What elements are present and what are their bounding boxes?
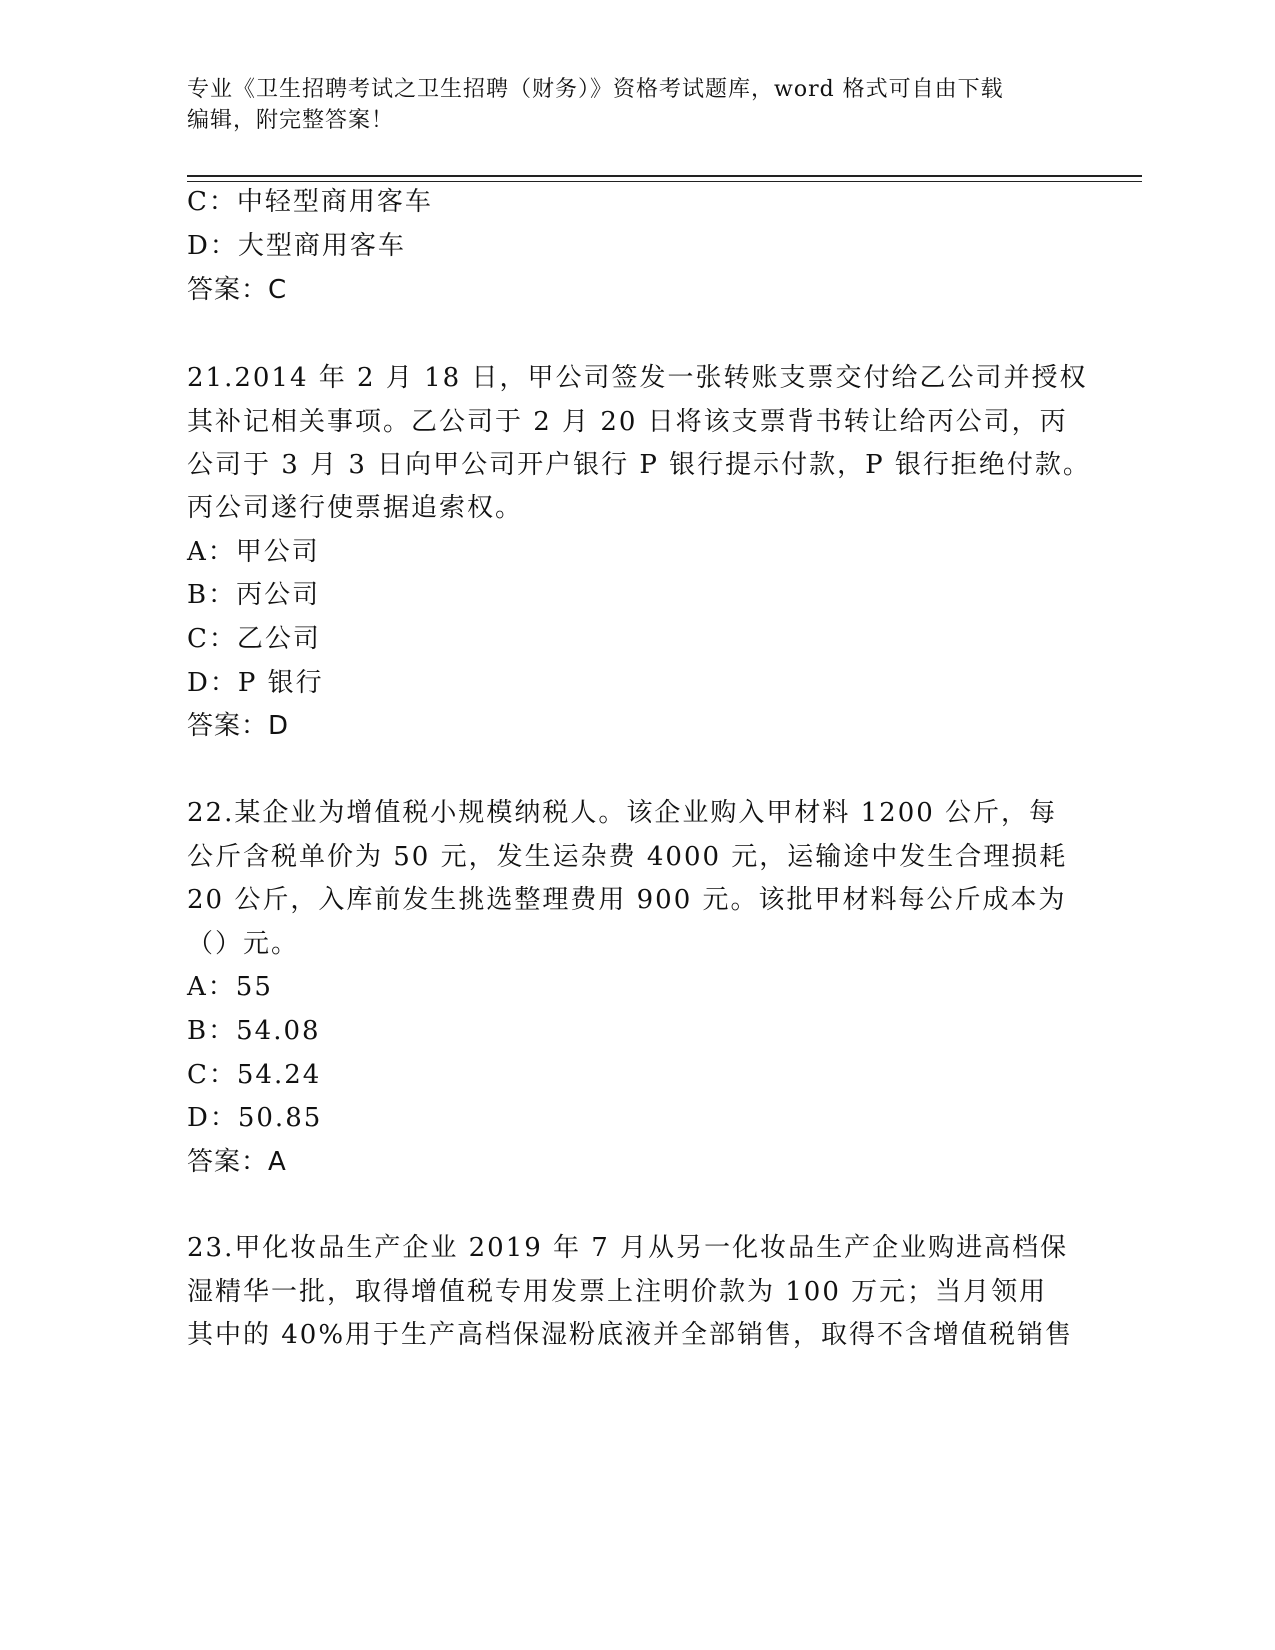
q21-stem-line: 其补记相关事项。乙公司于 2 月 20 日将该支票背书转让给丙公司，丙: [187, 407, 1068, 437]
q21-stem-line: 公司于 3 月 3 日向甲公司开户银行 P 银行提示付款，P 银行拒绝付款。: [187, 450, 1091, 480]
q22-option-b: B：54.08: [187, 1016, 321, 1046]
q22-stem-line: 20 公斤，入库前发生挑选整理费用 900 元。该批甲材料每公斤成本为: [187, 885, 1067, 915]
q20-option-d: D：大型商用客车: [187, 231, 406, 261]
header-rule-thin: [187, 181, 1142, 182]
q22-answer: 答案：A: [187, 1147, 287, 1177]
header-rule-thick: [187, 175, 1142, 177]
q21-stem-line: 21.2014 年 2 月 18 日，甲公司签发一张转账支票交付给乙公司并授权: [187, 363, 1088, 393]
q21-answer: 答案：D: [187, 711, 290, 741]
q22-option-c: C：54.24: [187, 1060, 322, 1090]
q22-stem-line: 公斤含税单价为 50 元，发生运杂费 4000 元，运输途中发生合理损耗: [187, 842, 1068, 872]
q20-option-c: C：中轻型商用客车: [187, 187, 433, 217]
q20-answer: 答案：C: [187, 275, 288, 305]
q21-option-a: A：甲公司: [187, 537, 320, 567]
q23-stem-line: 23.甲化妆品生产企业 2019 年 7 月从另一化妆品生产企业购进高档保: [187, 1233, 1069, 1263]
q22-stem-line: （）元。: [187, 929, 300, 959]
q21-option-b: B：丙公司: [187, 580, 321, 610]
header-line-2: 编辑，附完整答案！: [187, 108, 395, 133]
q22-option-a: A：55: [187, 972, 273, 1002]
q22-option-d: D：50.85: [187, 1103, 323, 1133]
q23-stem-line: 其中的 40%用于生产高档保湿粉底液并全部销售，取得不含增值税销售: [187, 1320, 1074, 1350]
document-header: [187, 74, 1087, 136]
q21-option-d: D：P 银行: [187, 668, 324, 698]
q22-stem-line: 22.某企业为增值税小规模纳税人。该企业购入甲材料 1200 公斤，每: [187, 798, 1058, 828]
q23-stem-line: 湿精华一批，取得增值税专用发票上注明价款为 100 万元；当月领用: [187, 1277, 1048, 1307]
q21-stem-line: 丙公司遂行使票据追索权。: [187, 493, 524, 523]
header-line-1: 专业《卫生招聘考试之卫生招聘（财务）》资格考试题库，word 格式可自由下载: [187, 77, 1004, 102]
q21-option-c: C：乙公司: [187, 624, 321, 654]
